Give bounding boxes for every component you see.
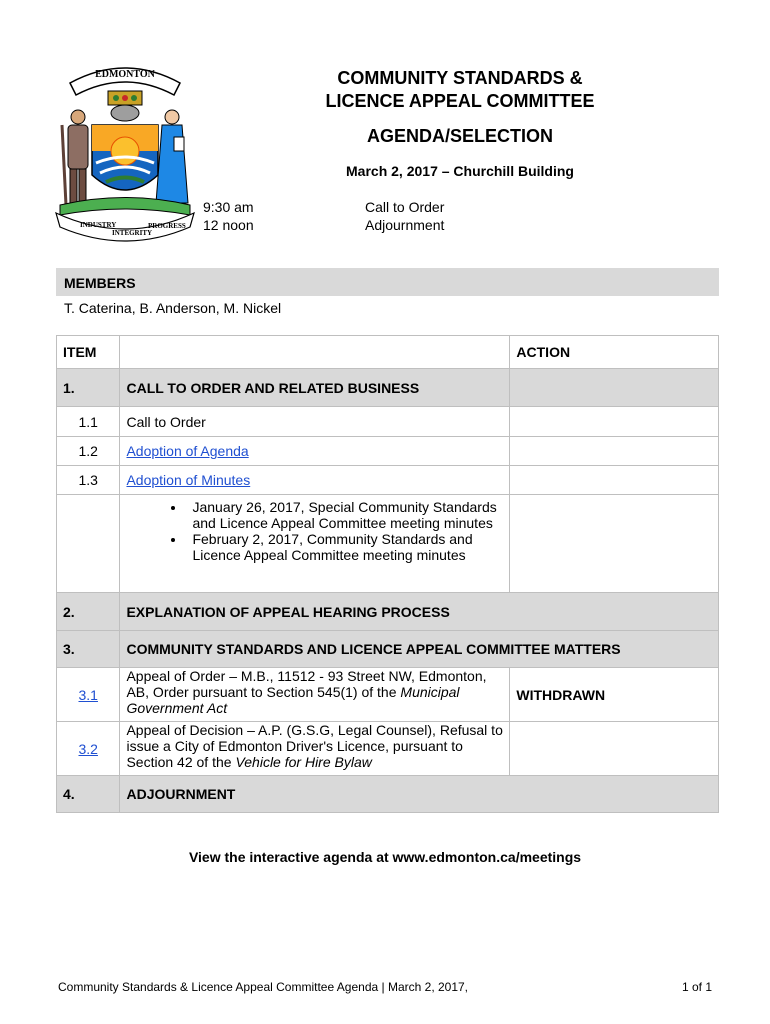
motto-progress: PROGRESS (148, 222, 186, 230)
adoption-of-minutes-link[interactable]: Adoption of Minutes (126, 472, 251, 488)
table-row (57, 495, 719, 593)
motto-industry: INDUSTRY (80, 221, 117, 229)
item-3-2-link[interactable]: 3.2 (78, 740, 98, 757)
table-row: 1.2 Adoption of Agenda (57, 437, 719, 466)
table-row: 1.3 Adoption of Minutes (57, 466, 719, 495)
committee-title-line2: LICENCE APPEAL COMMITTEE (325, 91, 595, 111)
committee-title-line1: COMMUNITY STANDARDS & (337, 68, 583, 88)
members-list: T. Caterina, B. Anderson, M. Nickel (64, 300, 282, 316)
interactive-agenda-note: View the interactive agenda at www.edmonton.ca/meetings (188, 849, 582, 865)
table-row: 1.1 Call to Order (57, 407, 719, 437)
schedule-event: Adjournment (365, 217, 445, 233)
table-row: 4. ADJOURNMENT (57, 776, 719, 813)
col-action-header: ACTION (510, 336, 719, 369)
agenda-subtitle: AGENDA/SELECTION (366, 126, 553, 146)
action-status: WITHDRAWN (510, 668, 719, 722)
schedule-events (365, 198, 444, 234)
schedule-time: 9:30 am (203, 199, 254, 215)
list-item: • January 26, 2017, Special Community Standards and Licence Appeal Committee meeting minutes (186, 499, 503, 531)
schedule-event: Call to Order (365, 199, 445, 215)
members-header-bar (56, 268, 719, 296)
footer-document-title: Community Standards & Licence Appeal Committee Agenda | March 2, 2017, (58, 980, 469, 994)
list-item: • February 2, 2017, Community Standards and Licence Appeal Committee meeting minutes (186, 531, 503, 563)
minutes-bullet-list (120, 499, 503, 563)
table-header-row (57, 336, 719, 369)
edmonton-crest-logo (50, 55, 200, 245)
crest-banner-text: EDMONTON (95, 69, 155, 80)
section-title: EXPLANATION OF APPEAL HEARING PROCESS (120, 593, 719, 631)
table-row: 2. EXPLANATION OF APPEAL HEARING PROCESS (57, 593, 719, 631)
adoption-of-agenda-link[interactable]: Adoption of Agenda (126, 443, 249, 459)
table-row: 3.1 Appeal of Order – M.B., 11512 - 93 Street NW, Edmonton, AB, Order pursuant to Section 545(1) of the Municipal Government Act WITHDRAWN (57, 668, 719, 722)
page-number: 1 of 1 (682, 980, 713, 994)
motto-integrity: INTEGRITY (112, 229, 153, 237)
schedule-time: 12 noon (203, 217, 254, 233)
col-item-header: ITEM (57, 336, 120, 369)
schedule-times (203, 198, 254, 234)
table-row: 3. COMMUNITY STANDARDS AND LICENCE APPEAL COMMITTEE MATTERS (57, 631, 719, 668)
item-3-1-link[interactable]: 3.1 (78, 686, 98, 703)
meeting-date-location: March 2, 2017 – Churchill Building (346, 163, 574, 179)
agenda-table (56, 335, 719, 813)
table-row: 1. CALL TO ORDER AND RELATED BUSINESS (57, 369, 719, 407)
table-row: 3.2 Appeal of Decision – A.P. (G.S.G, Legal Counsel), Refusal to issue a City of Edmonton Driver's Licence, pursuant to Section 42 of the Vehicle for Hire Bylaw (57, 722, 719, 776)
section-title: CALL TO ORDER AND RELATED BUSINESS (120, 369, 510, 407)
section-title: ADJOURNMENT (120, 776, 719, 813)
members-label: MEMBERS (64, 275, 136, 291)
section-title: COMMUNITY STANDARDS AND LICENCE APPEAL COMMITTEE MATTERS (120, 631, 719, 668)
